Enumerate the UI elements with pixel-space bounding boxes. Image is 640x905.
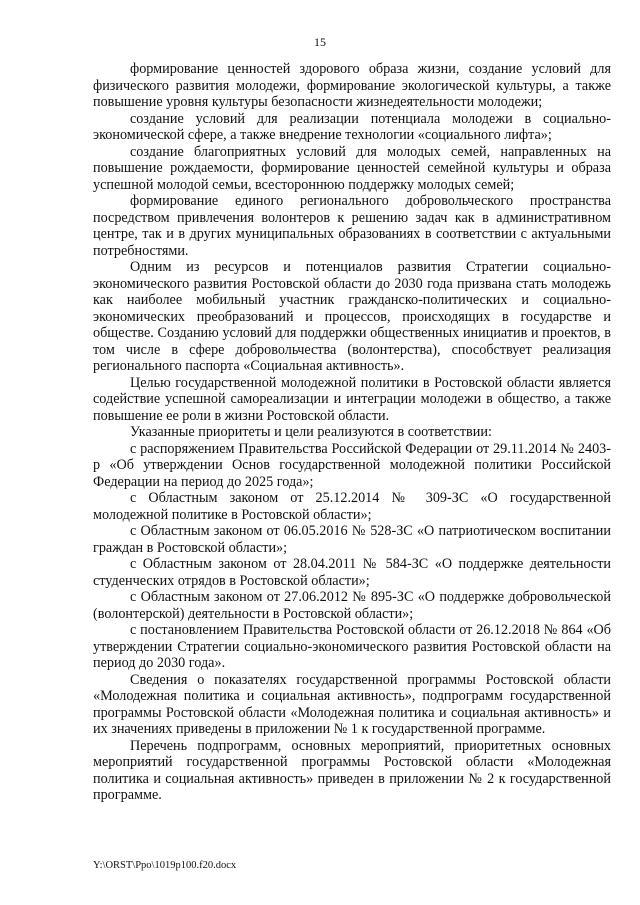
paragraph: с распоряжением Правительства Российской Федерации от 29.11.2014 № 2403-р «Об утверждении Основ государственной молодежной политики Российской Федерации на период до 2025 года»; [93,440,611,490]
document-body [93,61,611,804]
paragraph: Одним из ресурсов и потенциалов развития Стратегии социально-экономического развития Ростовской области до 2030 года призвана стать молодежь как наиболее мобильный участник гражданско-политических и социально-экономических преобразований и процессов, происходящих в государстве и обществе. Созданию условий для поддержки общественных инициатив и проектов, в том числе в сфере добровольчества (волонтерства), способствует реализация регионального паспорта «Социальная активность». [93,259,611,374]
paragraph: Сведения о показателях государственной программы Ростовской области «Молодежная политика и социальная активность», подпрограмм государственной программы Ростовской области «Молодежная политика и социальная активность» и их значениях приведены в приложении № 1 к государственной программе. [93,671,611,737]
paragraph: с постановлением Правительства Ростовской области от 26.12.2018 № 864 «Об утверждении Стратегии социально-экономического развития Ростовской области на период до 2030 года». [93,622,611,671]
paragraph: формирование единого регионального добровольческого пространства посредством привлечения волонтеров к решению задач как в административном центре, так и в других муниципальных образованиях в соответствии с актуальными потребностями. [93,193,611,259]
paragraph: с Областным законом от 06.05.2016 № 528-ЗС «О патриотическом воспитании граждан в Ростовской области»; [93,523,611,556]
paragraph: с Областным законом от 25.12.2014 № 309-ЗС «О государственной молодежной политике в Ростовской области»; [93,490,611,523]
footer-file-path: Y:\ORST\Ppo\1019p100.f20.docx [93,860,237,871]
page-number: 15 [314,35,326,49]
paragraph: Целью государственной молодежной политики в Ростовской области является содействие успешной самореализации и интеграции молодежи в общество, а также повышение ее роли в жизни Ростовской области. [93,374,611,424]
paragraph: с Областным законом от 27.06.2012 № 895-ЗС «О поддержке добровольческой (волонтерской) деятельности в Ростовской области»; [93,589,611,622]
paragraph: с Областным законом от 28.04.2011 № 584-ЗС «О поддержке деятельности студенческих отрядов в Ростовской области»; [93,556,611,589]
paragraph: Перечень подпрограмм, основных мероприятий, приоритетных основных мероприятий государственной программы Ростовской области «Молодежная политика и социальная активность» приведен в приложении № 2 к государственной программе. [93,737,611,803]
paragraph: Указанные приоритеты и цели реализуются в соответствии: [130,424,492,440]
paragraph: формирование ценностей здорового образа жизни, создание условий для физического развития молодежи, формирование экологической культуры, а также повышение уровня культуры безопасности жизнедеятельности молодежи; [93,61,611,110]
paragraph: создание благоприятных условий для молодых семей, направленных на повышение рождаемости, формирование ценностей семейной культуры и образа успешной молодой семьи, всестороннюю поддержку молодых семей; [93,143,611,193]
paragraph: создание условий для реализации потенциала молодежи в социально-экономической сфере, а также внедрение технологии «социального лифта»; [93,110,611,143]
